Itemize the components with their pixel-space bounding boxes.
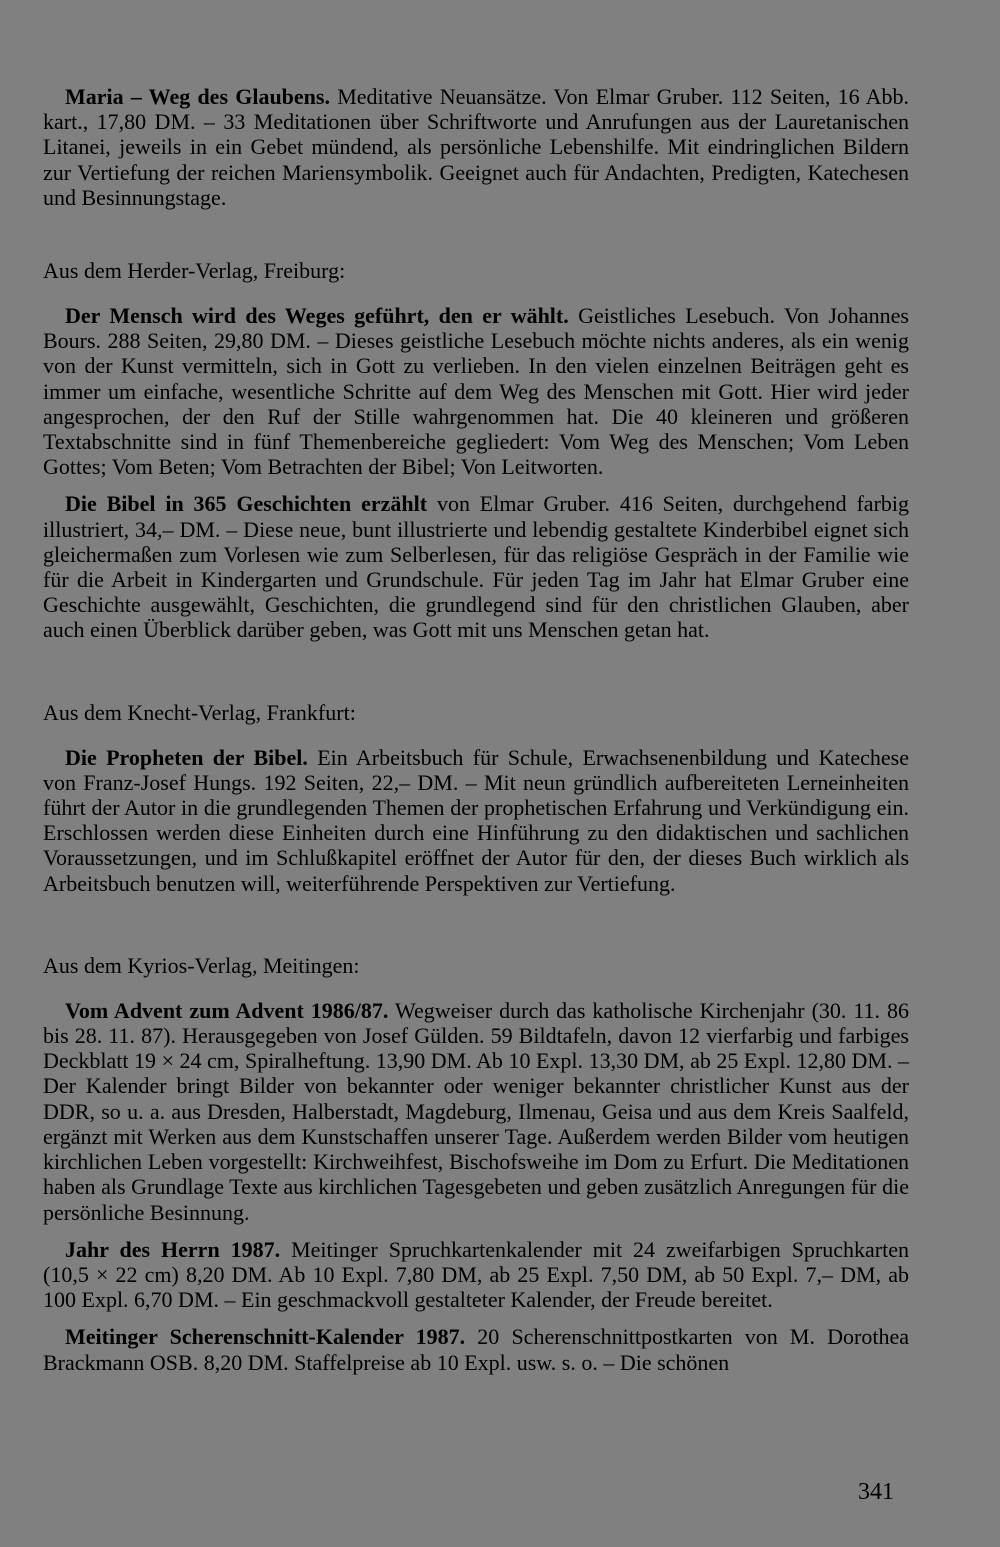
entry-title: Jahr des Herrn 1987. (65, 1236, 281, 1262)
entry-die-bibel-in-365 (43, 491, 909, 642)
entry-jahr-des-herrn (43, 1237, 909, 1313)
entry-text: Geistliches Lesebuch. Von Johannes Bours. 288 Seiten, 29,80 DM. – Dieses geistliche Lesebuch möchte nichts anderes, als ein wenig von der Kunst vermitteln, sich in Gott zu verlieben. In den vielen einzelnen Beiträgen geht es immer um einfache, wesentliche Schritte auf dem Weg des Menschen mit Gott. Hier wird jeder angesprochen, der den Ruf der Stille wahrgenommen hat. Die 40 kleineren und größeren Textabschnitte sind in fünf Themenbereiche gegliedert: Vom Weg des Menschen; Vom Leben Gottes; Vom Beten; Vom Betrachten der Bibel; Von Leitworten. (43, 303, 909, 480)
entry-text: Wegweiser durch das katholische Kirchenjahr (30. 11. 86 bis 28. 11. 87). Herausgegeben von Josef Gülden. 59 Bildtafeln, davon 12 vierfarbig und farbiges Deckblatt 19 × 24 cm, Spiralheftung. 13,90 DM. Ab 10 Expl. 13,30 DM, ab 25 Expl. 12,80 DM. – Der Kalender bringt Bilder von bekannter oder weniger bekannter christlicher Kunst aus der DDR, so u. a. aus Dresden, Halberstadt, Magdeburg, Ilmenau, Geisa und aus dem Kreis Saalfeld, ergänzt mit Werken aus dem Kunstschaffen unserer Tage. Außerdem werden Bilder vom heutigen kirchlichen Leben vorgestellt: Kirchweihfest, Bischofsweihe im Dom zu Erfurt. Die Meditationen haben als Grundlage Texte aus kirchlichen Tagesgebeten und geben zusätzlich Anregungen für die persönliche Besinnung. (43, 997, 910, 1225)
entry-vom-advent (43, 998, 909, 1225)
entry-maria-weg-des-glaubens (43, 84, 909, 210)
page-number: 341 (858, 1479, 894, 1505)
entry-title: Maria – Weg des Glaubens. (65, 84, 330, 109)
section-heading-kyrios: Aus dem Kyrios-Verlag, Meitingen: (43, 952, 360, 978)
entry-title: Der Mensch wird des Weges geführt, den er wählt. (65, 303, 569, 329)
page-body (43, 84, 909, 1375)
entry-die-propheten (43, 745, 909, 896)
entry-text: Meitinger Spruchkartenkalender mit 24 zweifarbigen Spruchkarten (10,5 × 22 cm) 8,20 DM. Ab 10 Expl. 7,80 DM, ab 25 Expl. 7,50 DM, ab 50 Expl. 7,– DM, ab 100 Expl. 6,70 DM. – Ein geschmackvoll gestalteter Kalender, der Freude bereitet. (43, 1236, 909, 1313)
section-heading-herder: Aus dem Herder-Verlag, Freiburg: (43, 258, 346, 284)
entry-text: 20 Scherenschnittpostkarten von M. Dorothea Brackmann OSB. 8,20 DM. Staffelpreise ab 10 Expl. usw. s. o. – Die schönen (43, 1324, 910, 1375)
section-heading-knecht: Aus dem Knecht-Verlag, Frankfurt: (43, 699, 356, 725)
entry-scherenschnitt-kalender (43, 1324, 909, 1374)
entry-title: Die Bibel in 365 Geschichten erzählt (65, 491, 428, 517)
entry-title: Meitinger Scherenschnitt-Kalender 1987. (65, 1324, 466, 1350)
entry-text: Meditative Neuansätze. Von Elmar Gruber. 112 Seiten, 16 Abb. kart., 17,80 DM. – 33 Meditationen über Schriftworte und Anrufungen aus der Lauretanischen Litanei, jeweils in ein Gebet mündend, als persönliche Lebenshilfe. Mit eindringlichen Bildern zur Vertiefung der reichen Mariensymbolik. Geeignet auch für Andachten, Predigten, Katechesen und Besinnungstage. (43, 84, 909, 210)
entry-text: von Elmar Gruber. 416 Seiten, durchgehend farbig illustriert, 34,– DM. – Diese neue, bunt illustrierte und lebendig gestaltete Kinderbibel eignet sich gleichermaßen zum Vorlesen wie zum Selberlesen, für das religiöse Gespräch in der Familie wie für die Arbeit in Kindergarten und Grundschule. Für jeden Tag im Jahr hat Elmar Gruber eine Geschichte ausgewählt, Geschichten, die grundlegend sind für den christlichen Glauben, aber auch einen Überblick darüber geben, was Gott mit uns Menschen getan hat. (43, 491, 910, 643)
entry-text: Ein Arbeitsbuch für Schule, Erwachsenenbildung und Katechese von Franz-Josef Hungs. 192 Seiten, 22,– DM. – Mit neun gründlich aufbereiteten Lerneinheiten führt der Autor in die grundlegenden Themen der prophetischen Erfahrung und Verkündigung ein. Erschlossen werden diese Einheiten durch eine Hinführung zu den didaktischen und sachlichen Voraussetzungen, und im Schlußkapitel eröffnet der Autor für den, der dieses Buch wirklich als Arbeitsbuch benutzen will, weiterführende Perspektiven zur Vertiefung. (43, 744, 910, 896)
entry-title: Vom Advent zum Advent 1986/87. (65, 997, 389, 1023)
entry-title: Die Propheten der Bibel. (65, 744, 308, 770)
entry-der-mensch (43, 303, 909, 479)
